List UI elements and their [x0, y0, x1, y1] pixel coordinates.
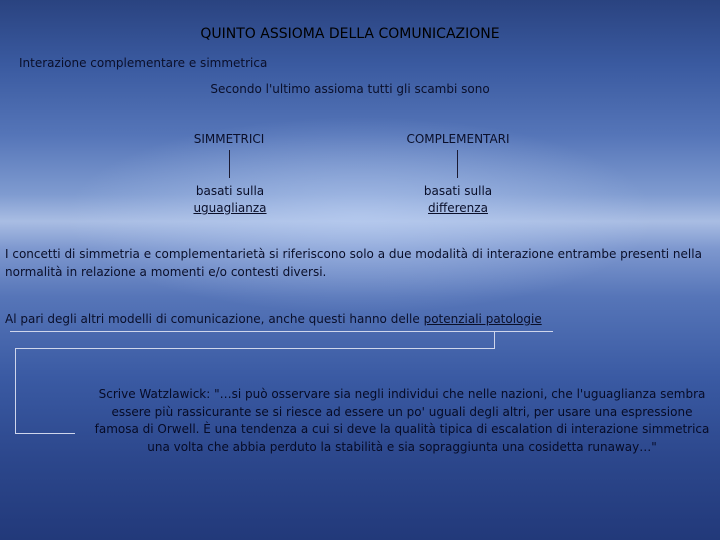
category-complementary: COMPLEMENTARI — [406, 132, 510, 146]
connector-right — [457, 150, 458, 178]
bracket-mid-line — [15, 348, 495, 349]
connector-left — [229, 150, 230, 178]
slide-subtitle: Interazione complementare e simmetrica — [19, 56, 268, 70]
bracket-top-line — [10, 331, 553, 332]
pathologies-text: Al pari degli altri modelli di comunicazione, anche questi hanno delle — [5, 312, 424, 326]
category-symmetric: SIMMETRICI — [193, 132, 265, 146]
basis-prefix: basati sulla — [423, 184, 493, 198]
bracket-left-line — [15, 348, 16, 434]
basis-term: uguaglianza — [193, 201, 267, 215]
pathologies-link[interactable]: potenziali patologie — [423, 312, 542, 326]
intro-text: Secondo l'ultimo assioma tutti gli scambi sono — [210, 82, 490, 96]
watzlawick-quote: Scrive Watzlawick: "…si può osservare sia negli individui che nelle nazioni, che l'uguaglianza sembra essere più rassicurante se si riesce ad essere un po' uguali degli altri, per usare una espressione famosa di Orwell. È una tendenza a cui si deve la qualità tipica di escalation di interazione simmetrica una volta che abbia perduto la stabilità e sia sopraggiunta una cosidetta runaway…" — [94, 387, 710, 454]
bracket-arrow-line — [15, 433, 75, 434]
basis-prefix: basati sulla — [195, 184, 265, 198]
bracket-right-line — [494, 331, 495, 349]
basis-symmetric — [150, 183, 310, 217]
pathologies-paragraph — [5, 312, 542, 326]
basis-complementary — [378, 183, 538, 217]
slide-title: QUINTO ASSIOMA DELLA COMUNICAZIONE — [200, 26, 500, 42]
basis-term: differenza — [428, 201, 488, 215]
concepts-paragraph: I concetti di simmetria e complementarietà si riferiscono solo a due modalità di interazione entrambe presenti nella normalità in relazione a momenti e/o contesti diversi. — [5, 247, 702, 279]
